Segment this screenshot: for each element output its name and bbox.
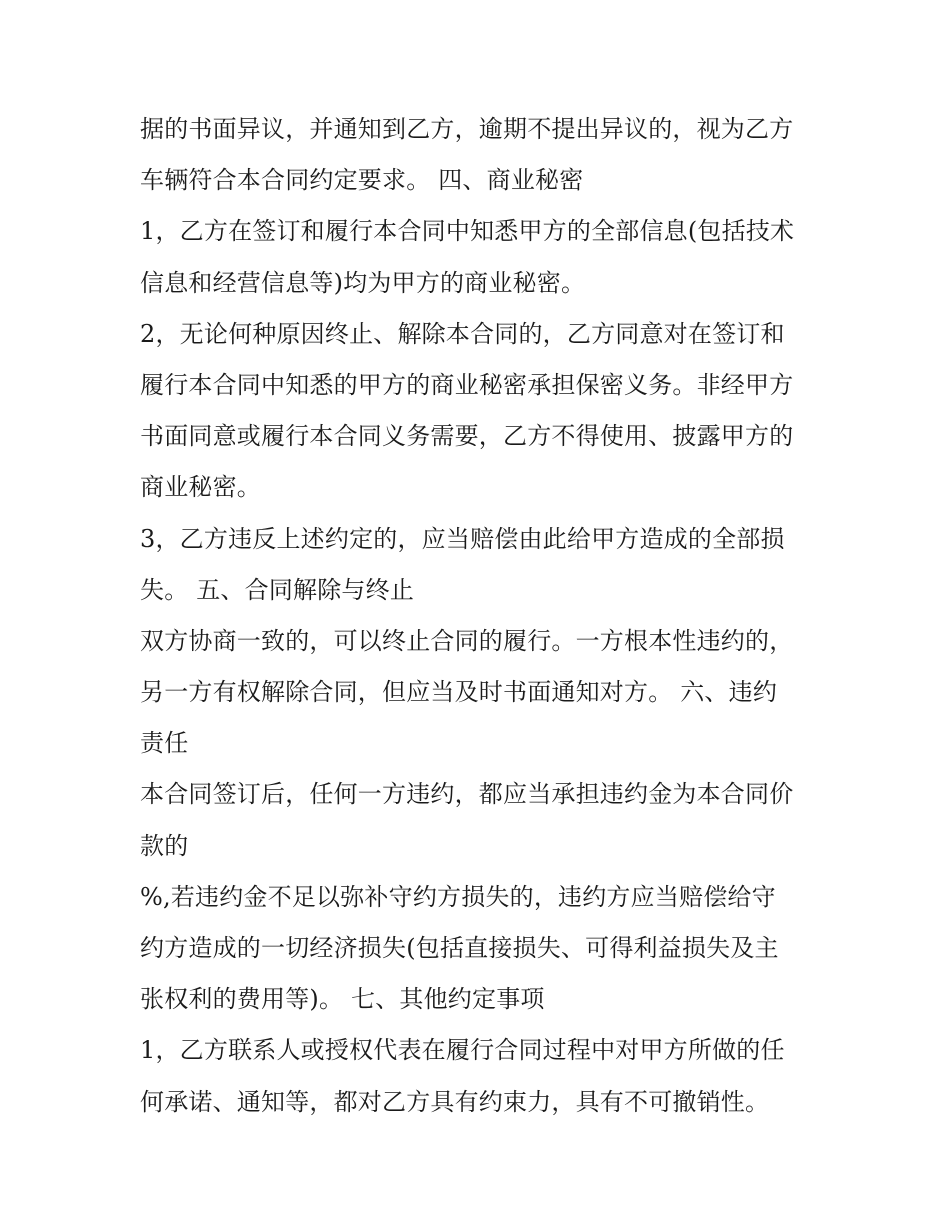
text-line: 信息和经营信息等)均为甲方的商业秘密。 <box>140 268 586 297</box>
text-line: 2，无论何种原因终止、解除本合同的，乙方同意对在签订和 <box>140 319 785 348</box>
text-line: 失。 五、合同解除与终止 <box>140 575 415 604</box>
text-line: 履行本合同中知悉的甲方的商业秘密承担保密义务。非经甲方 <box>140 370 794 399</box>
text-line: 双方协商一致的，可以终止合同的履行。一方根本性违约的， <box>140 626 794 655</box>
text-line: 书面同意或履行本合同义务需要，乙方不得使用、披露甲方的 <box>140 422 794 451</box>
text-line: 约方造成的一切经济损失(包括直接损失、可得利益损失及主 <box>140 934 779 962</box>
text-line: 据的书面异议，并通知到乙方，逾期不提出异议的，视为乙方 <box>140 115 794 143</box>
text-line: 另一方有权解除合同，但应当及时书面通知对方。 六、违约 <box>140 678 778 707</box>
text-line: 商业秘密。 <box>140 473 261 502</box>
contract-body-text <box>140 104 830 1128</box>
text-line: 1，乙方在签订和履行本合同中知悉甲方的全部信息(包括技术 <box>140 217 795 246</box>
text-line: 本合同签订后，任何一方违约，都应当承担违约金为本合同价 <box>140 780 794 809</box>
text-line: 车辆符合本合同约定要求。 四、商业秘密 <box>140 166 584 195</box>
text-line: 1，乙方联系人或授权代表在履行合同过程中对甲方所做的任 <box>140 1036 785 1065</box>
text-line: %,若违约金不足以弥补守约方损失的，违约方应当赔偿给守 <box>140 882 776 911</box>
text-line: 3，乙方违反上述约定的，应当赔偿由此给甲方造成的全部损 <box>140 524 785 553</box>
text-line: 款的 <box>140 831 189 860</box>
text-line: 张权利的费用等)。 七、其他约定事项 <box>140 985 545 1014</box>
text-line: 责任 <box>140 729 189 758</box>
text-line: 何承诺、通知等，都对乙方具有约束力，具有不可撤销性。 <box>140 1087 770 1116</box>
